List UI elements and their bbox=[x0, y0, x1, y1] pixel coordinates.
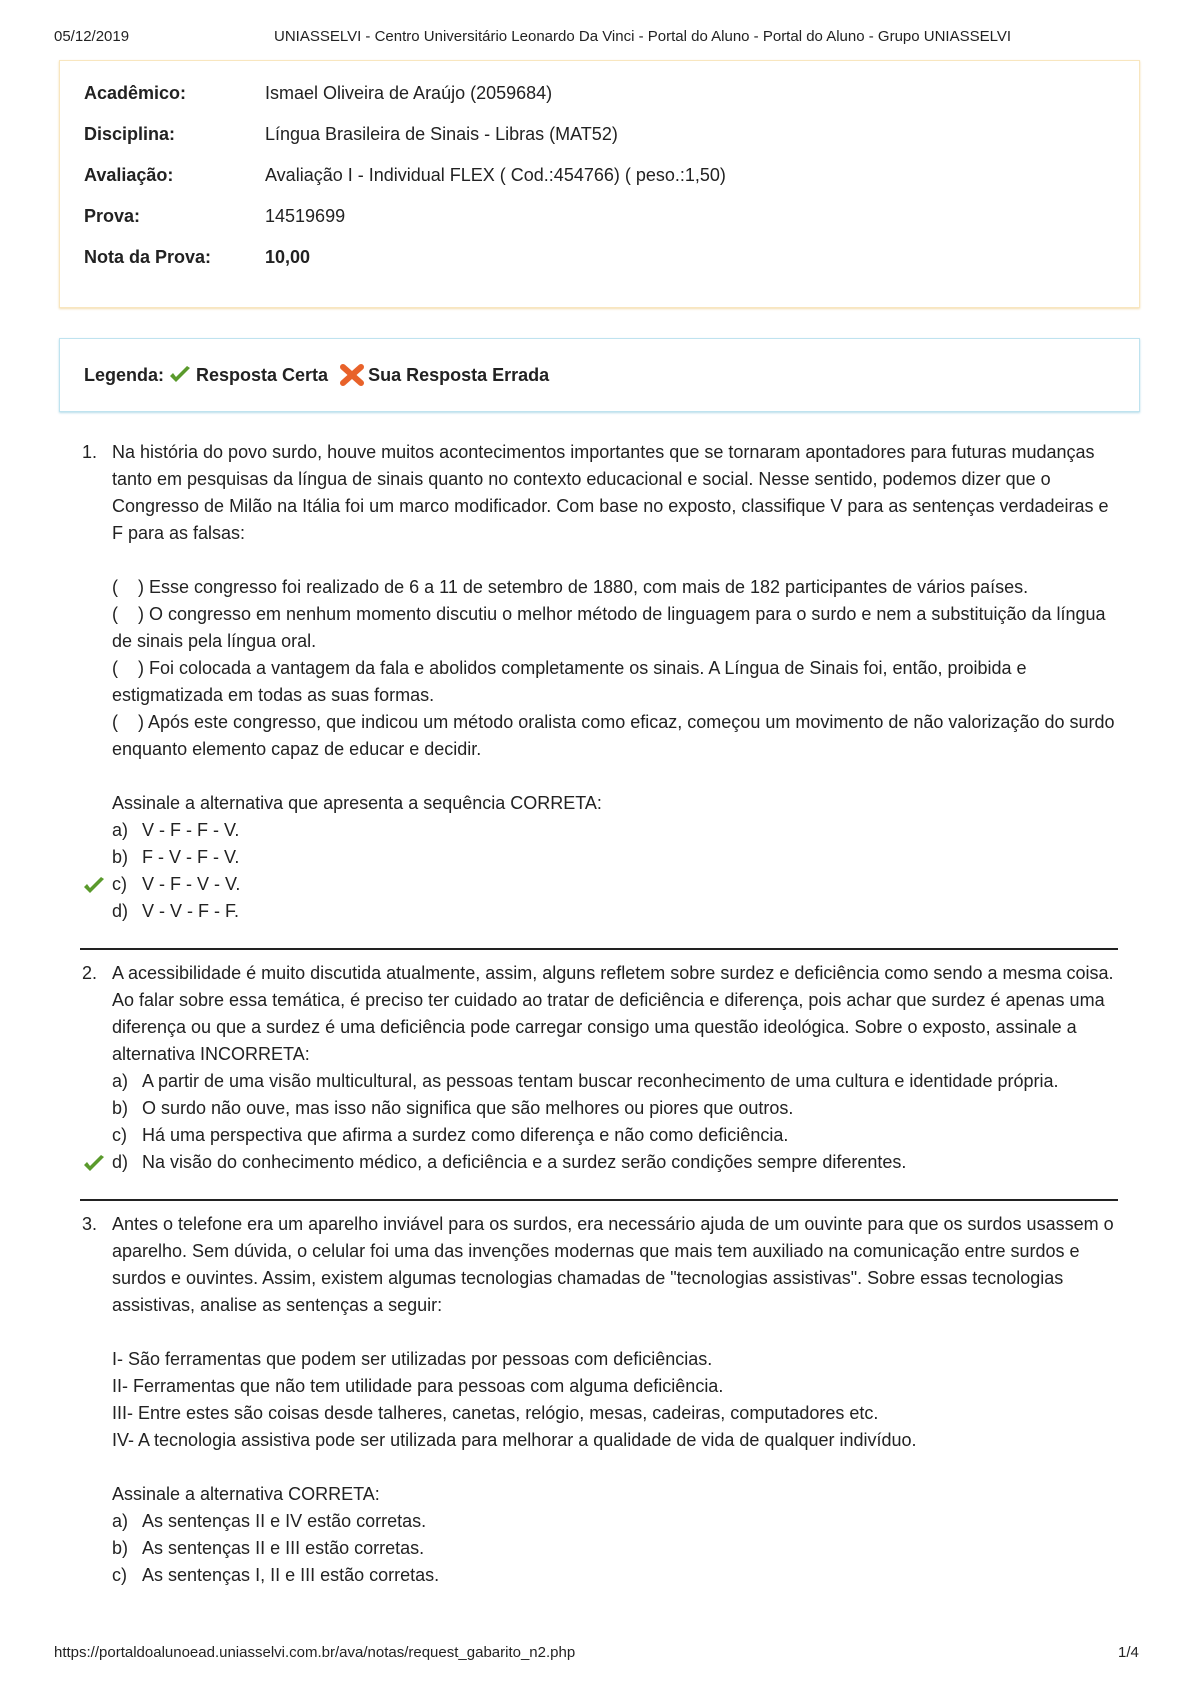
statement: ( ) Após este congresso, que indicou um método oralista como eficaz, começou um movimento de não valorização do surdo enquanto elemento capaz de educar e decidir. bbox=[112, 712, 1120, 759]
option-letter: d) bbox=[112, 1152, 129, 1172]
statement: III- Entre estes são coisas desde talheres, canetas, relógio, mesas, cadeiras, computadores etc. bbox=[112, 1403, 879, 1423]
legend-label: Legenda: bbox=[84, 364, 165, 385]
info-label: Acadêmico: bbox=[84, 83, 187, 103]
statement: IV- A tecnologia assistiva pode ser utilizada para melhorar a qualidade de vida de qualquer indivíduo. bbox=[112, 1430, 917, 1450]
question-text: Antes o telefone era um aparelho inviável para os surdos, era necessário ajuda de um ouvinte para que os surdos usassem o aparelho. Sem dúvida, o celular foi uma das invenções modernas que mais tem auxiliado na comunicação entre surdos e surdos e ouvintes. Assim, existem algumas tecnologias chamadas de "tecnologias assistivas". Sobre essas tecnologias assistivas, analise as sentenças a seguir: bbox=[112, 1214, 1114, 1315]
option-letter: c) bbox=[112, 1565, 127, 1585]
option-text: O surdo não ouve, mas isso não significa que são melhores ou piores que outros. bbox=[142, 1098, 794, 1118]
question bbox=[82, 439, 1122, 925]
question-number: 1. bbox=[82, 442, 98, 462]
question bbox=[82, 960, 1122, 1176]
answer-option bbox=[112, 1508, 1122, 1535]
info-label: Avaliação: bbox=[84, 165, 174, 185]
answer-option bbox=[112, 817, 1122, 844]
option-text: A partir de uma visão multicultural, as pessoas tentam buscar reconhecimento de uma cultura e identidade própria. bbox=[142, 1071, 1059, 1091]
option-letter: b) bbox=[112, 847, 129, 867]
answer-option bbox=[112, 1562, 1122, 1589]
option-text: As sentenças II e III estão corretas. bbox=[142, 1538, 425, 1558]
info-label: Nota da Prova: bbox=[84, 247, 212, 267]
page-number: 1/4 bbox=[1118, 1644, 1139, 1661]
info-value: 10,00 bbox=[265, 247, 311, 267]
answer-option bbox=[112, 1095, 1122, 1122]
option-text: As sentenças I, II e III estão corretas. bbox=[142, 1565, 440, 1585]
info-value: 14519699 bbox=[265, 206, 346, 226]
page-url: https://portaldoalunoead.uniasselvi.com.br/ava/notas/request_gabarito_n2.php bbox=[54, 1644, 576, 1661]
info-value: Língua Brasileira de Sinais - Libras (MAT52) bbox=[265, 124, 618, 144]
option-letter: b) bbox=[112, 1098, 129, 1118]
check-icon bbox=[168, 365, 192, 385]
option-letter: b) bbox=[112, 1538, 129, 1558]
statement: ( ) Foi colocada a vantagem da fala e abolidos completamente os sinais. A Língua de Sinais foi, então, proibida e estigmatizada em todas as suas formas. bbox=[112, 658, 1032, 705]
question-prompt: Assinale a alternativa que apresenta a sequência CORRETA: bbox=[112, 793, 602, 813]
statement: ( ) Esse congresso foi realizado de 6 a 11 de setembro de 1880, com mais de 182 participantes de vários países. bbox=[112, 577, 1029, 597]
info-label: Prova: bbox=[84, 206, 141, 226]
cross-icon bbox=[340, 364, 364, 386]
page-title: UNIASSELVI - Centro Universitário Leonardo Da Vinci - Portal do Aluno - Portal do Aluno - Grupo UNIASSELVI bbox=[274, 28, 1012, 45]
legend-box bbox=[59, 338, 1140, 412]
questions-list bbox=[82, 439, 1122, 1589]
option-letter: c) bbox=[112, 874, 127, 894]
option-letter: c) bbox=[112, 1125, 127, 1145]
info-label: Disciplina: bbox=[84, 124, 176, 144]
option-text: F - V - F - V. bbox=[142, 847, 240, 867]
question-text: A acessibilidade é muito discutida atualmente, assim, alguns refletem sobre surdez e deficiência como sendo a mesma coisa. Ao falar sobre essa temática, é preciso ter cuidado ao tratar de deficiência e diferença, pois achar que surdez é apenas uma diferença ou que a surdez é uma deficiência pode carregar consigo uma questão ideológica. Sobre o exposto, assinale a alternativa INCORRETA: bbox=[112, 963, 1114, 1064]
answer-option bbox=[112, 1535, 1122, 1562]
question bbox=[82, 1211, 1122, 1589]
answer-option bbox=[112, 1068, 1122, 1095]
print-date: 05/12/2019 bbox=[54, 28, 130, 45]
statement: II- Ferramentas que não tem utilidade para pessoas com alguma deficiência. bbox=[112, 1376, 724, 1396]
answer-option bbox=[112, 871, 1122, 898]
answer-option bbox=[112, 844, 1122, 871]
answer-option bbox=[112, 898, 1122, 925]
divider bbox=[80, 1199, 1118, 1201]
student-info-box bbox=[59, 60, 1140, 308]
option-text: Há uma perspectiva que afirma a surdez como diferença e não como deficiência. bbox=[142, 1125, 789, 1145]
option-text: V - V - F - F. bbox=[142, 901, 239, 921]
answer-option bbox=[112, 1122, 1122, 1149]
option-letter: d) bbox=[112, 901, 129, 921]
question-number: 3. bbox=[82, 1214, 98, 1234]
statement: I- São ferramentas que podem ser utilizadas por pessoas com deficiências. bbox=[112, 1349, 713, 1369]
option-letter: a) bbox=[112, 1071, 129, 1091]
option-text: As sentenças II e IV estão corretas. bbox=[142, 1511, 427, 1531]
option-text: V - F - V - V. bbox=[142, 874, 241, 894]
check-icon bbox=[82, 1154, 106, 1174]
option-text: V - F - F - V. bbox=[142, 820, 240, 840]
legend-correct: Resposta Certa bbox=[196, 364, 329, 385]
info-value: Ismael Oliveira de Araújo (2059684) bbox=[265, 83, 553, 103]
statement: ( ) O congresso em nenhum momento discutiu o melhor método de linguagem para o surdo e nem a substituição da língua de sinais pela língua oral. bbox=[112, 604, 1111, 651]
check-icon bbox=[82, 876, 106, 896]
answer-option bbox=[112, 1149, 1122, 1176]
option-letter: a) bbox=[112, 1511, 129, 1531]
question-prompt: Assinale a alternativa CORRETA: bbox=[112, 1484, 380, 1504]
divider bbox=[80, 948, 1118, 950]
question-number: 2. bbox=[82, 963, 98, 983]
question-text: Na história do povo surdo, houve muitos acontecimentos importantes que se tornaram apontadores para futuras mudanças tanto em pesquisas da língua de sinais quanto no contexto educacional e social. Nesse sentido, podemos dizer que o Congresso de Milão na Itália foi um marco modificador. Com base no exposto, classifique V para as sentenças verdadeiras e F para as falsas: bbox=[112, 442, 1109, 543]
option-text: Na visão do conhecimento médico, a deficiência e a surdez serão condições sempre diferentes. bbox=[142, 1152, 907, 1172]
legend-wrong: Sua Resposta Errada bbox=[368, 364, 550, 385]
option-letter: a) bbox=[112, 820, 129, 840]
info-value: Avaliação I - Individual FLEX ( Cod.:454766) ( peso.:1,50) bbox=[265, 165, 726, 185]
